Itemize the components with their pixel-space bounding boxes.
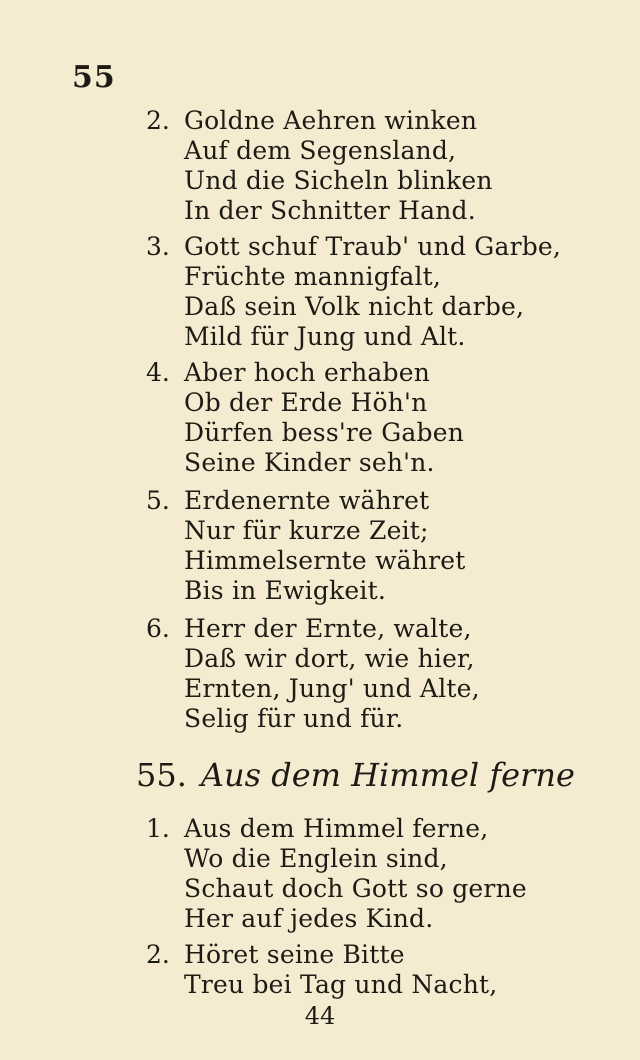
verse-number: 2. bbox=[146, 940, 170, 969]
verse-line: Aber hoch erhaben bbox=[184, 358, 431, 387]
verse-line: Gott schuf Traub' und Garbe, bbox=[184, 232, 562, 261]
verse-number: 1. bbox=[146, 814, 170, 843]
verse-line: Her auf jedes Kind. bbox=[184, 904, 434, 933]
verse-line: Wo die Englein sind, bbox=[184, 844, 448, 873]
verse-number: 6. bbox=[146, 614, 170, 643]
verse-line: Ob der Erde Höh'n bbox=[184, 388, 428, 417]
verse-lines bbox=[184, 940, 604, 1000]
verse-lines bbox=[184, 232, 604, 352]
verse-line: Selig für und für. bbox=[184, 704, 404, 733]
running-head-hymn-number: 55 bbox=[72, 60, 116, 95]
verse-line: Treu bei Tag und Nacht, bbox=[184, 970, 498, 999]
verse-line: Seine Kinder seh'n. bbox=[184, 448, 435, 477]
verse-line: In der Schnitter Hand. bbox=[184, 196, 476, 225]
hymn-title-text: Aus dem Himmel ferne bbox=[200, 756, 575, 794]
verse-lines bbox=[184, 814, 604, 934]
verse-line: Dürfen bess're Gaben bbox=[184, 418, 464, 447]
verse-lines bbox=[184, 614, 604, 734]
verse-line: Erdenernte währet bbox=[184, 486, 430, 515]
verse-lines bbox=[184, 358, 604, 478]
verse-lines bbox=[184, 106, 604, 226]
verse-lines bbox=[184, 486, 604, 606]
hymn-title bbox=[136, 756, 575, 794]
page-number: 44 bbox=[304, 1002, 336, 1030]
verse-line: Goldne Aehren winken bbox=[184, 106, 478, 135]
verse-line: Herr der Ernte, walte, bbox=[184, 614, 472, 643]
verse-line: Und die Sicheln blinken bbox=[184, 166, 493, 195]
verse-line: Schaut doch Gott so gerne bbox=[184, 874, 527, 903]
verse-line: Mild für Jung und Alt. bbox=[184, 322, 466, 351]
verse-number: 5. bbox=[146, 486, 170, 515]
hymn-number: 55. bbox=[136, 756, 187, 794]
verse-number: 2. bbox=[146, 106, 170, 135]
verse-line: Aus dem Himmel ferne, bbox=[184, 814, 489, 843]
verse-number: 3. bbox=[146, 232, 170, 261]
verse-line: Ernten, Jung' und Alte, bbox=[184, 674, 480, 703]
verse-line: Nur für kurze Zeit; bbox=[184, 516, 429, 545]
verse-line: Bis in Ewigkeit. bbox=[184, 576, 386, 605]
verse-line: Daß wir dort, wie hier, bbox=[184, 644, 475, 673]
verse-line: Daß sein Volk nicht darbe, bbox=[184, 292, 525, 321]
verse-line: Höret seine Bitte bbox=[184, 940, 405, 969]
verse-line: Himmelsernte währet bbox=[184, 546, 466, 575]
verse-line: Früchte mannigfalt, bbox=[184, 262, 442, 291]
verse-number: 4. bbox=[146, 358, 170, 387]
verse-line: Auf dem Segensland, bbox=[184, 136, 457, 165]
